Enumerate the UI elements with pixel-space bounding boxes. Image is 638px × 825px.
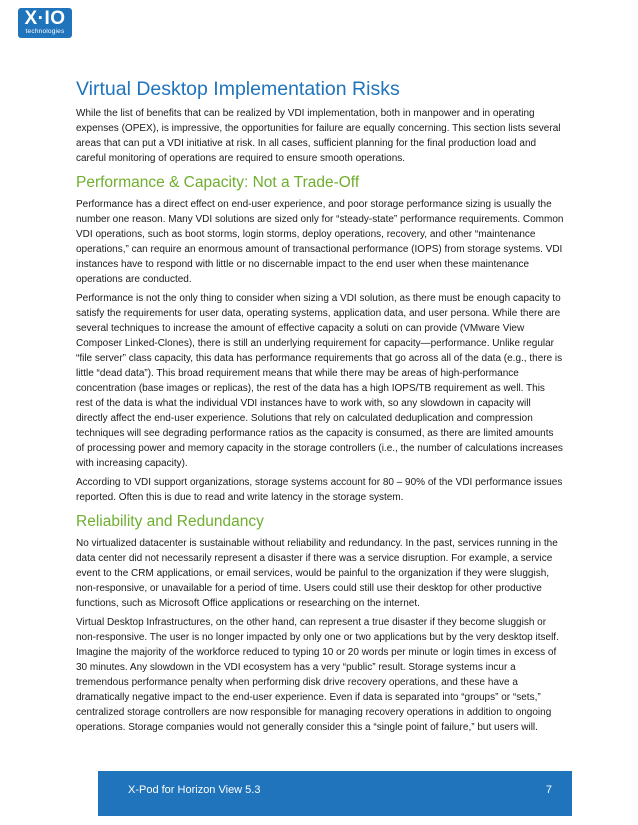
- paragraph: Virtual Desktop Infrastructures, on the other hand, can represent a true disaster if they become sluggish or non-responsive. The user is no longer impacted by only one or two applications but by the very desktop itself. Imagine the majority of the workforce reduced to typing 10 or 20 words per minute or login times in excess of 30 minutes. Any slowdown in the VDI ecosystem has a very “public” result. Storage systems incur a tremendous performance penalty when performing disk drive recovery operations, and these have a dramatically negative impact to the end-user experience. Even if data is separated into “groups” or “sets,” centralized storage controllers are now responsible for managing recovery operations in addition to ongoing operations. Storage companies would not generally consider this a “single point of failure,” but users will.: [76, 617, 559, 733]
- logo-subtitle: technologies: [25, 28, 65, 35]
- logo-mark: X·IO: [24, 8, 66, 29]
- paragraph: Performance has a direct effect on end-user experience, and poor storage performance sizing is usually the number one reason. Many VDI solutions are sized only for “steady-state” performance requirements. Common VDI operations, such as boot storms, login storms, deploy operations, recovery, and other “maintenance operations,” can require an enormous amount of transactional performance (IOPS) from storage systems. VDI instances have to respond with little or no discernable impact to the end user when these maintenance operations are conducted.: [76, 199, 564, 285]
- intro-paragraph: While the list of benefits that can be realized by VDI implementation, both in manpower and in operating expenses (OPEX), is impressive, the opportunities for failure are equally concerning. This section lists several areas that can put a VDI initiative at risk. In all cases, sufficient planning for the final production load and careful monitoring of operations are required to ensure smooth operations.: [76, 108, 561, 164]
- section-heading-reliability: Reliability and Redundancy: [76, 513, 264, 530]
- page-number: 7: [545, 784, 552, 796]
- page-footer: [98, 771, 572, 816]
- section-heading-performance: Performance & Capacity: Not a Trade-Off: [76, 174, 360, 191]
- paragraph: Performance is not the only thing to consider when sizing a VDI solution, as there must be enough capacity to satisfy the requirements for user data, operating systems, application data, and user persona. While there are several techniques to increase the amount of effective capacity a soluti on can provide (VMware View Composer Linked-Clones), there is still an underlying requirement for capacity—performance. Unlike regular “file server” class capacity, this data has performance requirements that go across all of the data (e.g., there is little “dead data”). This broad requirement means that while there may be areas of high-performance concentration (base images or replicas), the rest of the data has a high IOPS/TB requirement as well. This rest of the data is what the individual VDI instances have to work with, so any slowdown in capacity will directly affect the end-user experience. Solutions that rely on calculated deduplication and compression techniques will see degrading performance ratios as the capacity is consumed, as there are limited amounts of processing power and memory capacity in the storage controllers (i.e., the number of calculations increases with increasing capacity).: [76, 293, 563, 469]
- company-logo: [18, 8, 72, 38]
- document-body: [76, 78, 564, 739]
- footer-title: X-Pod for Horizon View 5.3: [128, 784, 261, 796]
- paragraph: According to VDI support organizations, storage systems account for 80 – 90% of the VDI performance issues reported. Often this is due to read and write latency in the storage system.: [76, 477, 563, 503]
- page-title: Virtual Desktop Implementation Risks: [76, 78, 400, 100]
- paragraph: No virtualized datacenter is sustainable without reliability and redundancy. In the past, services running in the data center did not necessarily represent a disaster if there was a service disruption. For example, a service event to the CRM applications, or email services, would be painful to the organization if they were sluggish, non-responsive, or unavailable for a period of time. Users could still use their desktop for other productive functions, such as Microsoft Office applications or researching on the internet.: [76, 538, 558, 609]
